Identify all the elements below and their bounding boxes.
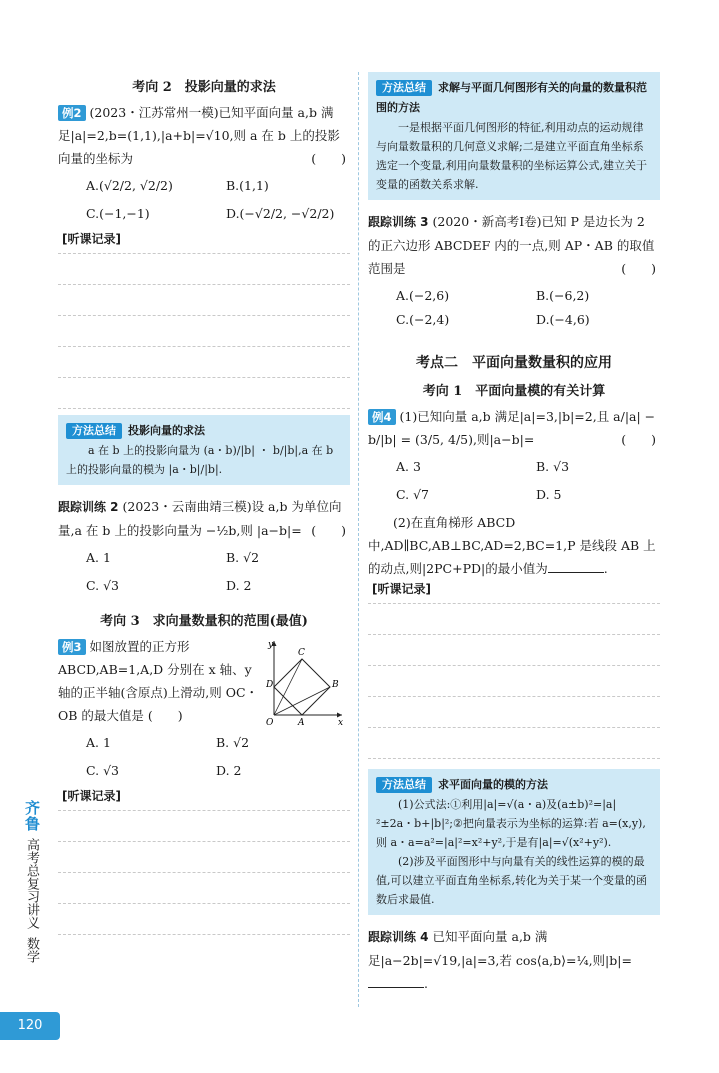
method-summary-box-2: [368, 72, 660, 200]
method-summary-text: 一是根据平面几何图形的特征,利用动点的运动规律与向量数量积的几何意义求解;二是建立平面直角坐标系选定一个变量,利用向量数量积的坐标运算公式,建立关于变量的函数关系求解.: [376, 121, 647, 191]
method-summary-text-2: (2)涉及平面图形中与向量有关的线性运算的模的最值,可以建立平面直角坐标系,转化为关于某一个变量的函数后求最值.: [376, 855, 647, 906]
tracking-label: 跟踪训练 4: [368, 930, 429, 944]
fig-label-a: A: [298, 718, 305, 727]
listen-record-label: [听课记录]: [62, 232, 121, 246]
note-line: [368, 697, 660, 728]
note-line: [58, 873, 350, 904]
note-line: [58, 285, 350, 316]
book-sidebar: [22, 800, 48, 963]
example-2-text: (2023・江苏常州一模)已知平面向量 a,b 满足|a|=2,b=(1,1),|a+b|=√10,则 a 在 b 上的投影向量的坐标为: [58, 105, 340, 166]
tracking-2-options: [86, 548, 350, 596]
left-column: [58, 70, 350, 935]
brand-logo-text: 齐鲁: [23, 800, 41, 832]
note-line: [58, 347, 350, 378]
note-line: [58, 842, 350, 873]
answer-paren: ( ): [147, 708, 183, 723]
method-summary-box-3: [368, 769, 660, 915]
note-lines: [368, 603, 660, 759]
example-4-options: [396, 457, 660, 505]
option-c: C.(−1,−1): [86, 206, 150, 221]
fig-label-d: D: [266, 680, 274, 690]
fig-label-x: x: [338, 718, 344, 727]
option-a: A.(√2/2, √2/2): [86, 178, 173, 193]
answer-blank: [368, 987, 424, 988]
option-d: D. 5: [536, 487, 562, 502]
note-line: [58, 811, 350, 842]
listen-record-label: [听课记录]: [62, 789, 121, 803]
note-lines: [58, 253, 350, 409]
tracking-text: (2020・新高考Ⅰ卷)已知 P 是边长为 2 的正六边形 ABCDEF 内的一点,则 AP・AB 的取值范围是: [368, 214, 655, 276]
example-2-tag: 例2: [58, 105, 86, 121]
tracking-text: 已知平面向量 a,b 满足|a−2b|=√19,|a|=3,若 cos⟨a,b⟩=¼,则|b|=: [368, 929, 632, 968]
answer-blank: [548, 572, 604, 573]
fig-label-c: C: [298, 648, 305, 658]
method-summary-title: 投影向量的求法: [128, 424, 205, 437]
option-b: B.(1,1): [226, 178, 269, 193]
option-a: A. 3: [396, 459, 421, 474]
tracking-text: (2023・云南曲靖三模)设 a,b 为单位向量,a 在 b 上的投影向量为 −½b,则 |a−b|=: [58, 499, 342, 538]
option-b: B. √3: [536, 459, 570, 474]
option-b: B. √2: [226, 550, 260, 565]
note-line: [58, 316, 350, 347]
fig-label-b: B: [332, 680, 339, 690]
example-4-tag: 例4: [368, 409, 396, 425]
note-line: [58, 254, 350, 285]
note-lines: [58, 810, 350, 935]
option-b: B. √2: [216, 735, 250, 750]
tracking-label: 跟踪训练 3: [368, 215, 429, 229]
option-a: A. 1: [86, 550, 111, 565]
example-3-text: 如图放置的正方形 ABCD,AB=1,A,D 分别在 x 轴、y 轴的正半轴(含原点)上滑动,则 OC・OB 的最大值是: [58, 639, 259, 723]
method-summary-tag: 方法总结: [376, 80, 432, 96]
option-d: D.(−4,6): [536, 312, 590, 327]
option-c: C. √7: [396, 487, 429, 502]
tracking-exercise-2: [58, 495, 350, 542]
option-c: C.(−2,4): [396, 312, 450, 327]
answer-paren: ( ): [311, 523, 346, 538]
example-2-options: [86, 176, 350, 224]
option-c: C. √3: [86, 578, 119, 593]
example-4-text-1: (1)已知向量 a,b 满足|a|=3,|b|=2,且 a/|a| − b/|b| = (3/5, 4/5),则|a−b|=: [368, 409, 656, 447]
section-heading-kx3: 考向 3 求向量数量积的范围(最值): [100, 614, 308, 629]
example-4-text-2: (2)在直角梯形 ABCD 中,AD∥BC,AB⊥BC,AD=2,BC=1,P 是线段 AB 上的动点,则|2PC+PD|的最小值为: [368, 515, 656, 576]
fig-label-y: y: [268, 640, 274, 650]
example-4-part-1: [368, 405, 660, 451]
square-diagram: [266, 635, 346, 727]
right-column: [368, 70, 660, 995]
method-summary-title: 求解与平面几何图形有关的向量的数量积范围的方法: [376, 81, 647, 114]
topic-heading-kd2: 考点二 平面向量数量积的应用: [416, 355, 612, 371]
section-heading-kx1: 考向 1 平面向量模的有关计算: [422, 384, 606, 399]
method-summary-text-1: (1)公式法:①利用|a|=√(a・a)及(a±b)²=|a|²±2a・b+|b|²;②把向量表示为坐标的运算:若 a=(x,y),则 a・a=a²=|a|²=x²+y²,于是有|a|=√(x²+y²).: [376, 798, 646, 849]
option-a: A.(−2,6): [396, 288, 450, 303]
fig-label-o: O: [266, 718, 274, 727]
answer-paren: ( ): [621, 432, 656, 447]
method-summary-tag: 方法总结: [66, 423, 122, 439]
example-4-part-2: (2)在直角梯形 ABCD 中,AD∥BC,AB⊥BC,AD=2,BC=1,P 是线段 AB 上的动点,则|2PC+PD|的最小值为 .: [368, 515, 656, 576]
note-line: [368, 666, 660, 697]
note-line: [368, 635, 660, 666]
section-heading-kx2: 考向 2 投影向量的求法: [132, 80, 276, 95]
note-line: [58, 904, 350, 935]
note-line: [368, 728, 660, 759]
note-line: [368, 604, 660, 635]
method-summary-title: 求平面向量的模的方法: [438, 778, 548, 791]
tracking-3-options: [396, 286, 660, 330]
page-number: 120: [0, 1012, 60, 1040]
example-3-options: [86, 733, 350, 781]
method-summary-box-1: [58, 415, 350, 485]
subject-name: 数学: [24, 937, 39, 963]
tracking-label: 跟踪训练 2: [58, 500, 119, 514]
answer-paren: ( ): [621, 261, 656, 276]
option-c: C. √3: [86, 763, 119, 778]
option-d: D.(−√2/2, −√2/2): [226, 206, 335, 221]
listen-record-label: [听课记录]: [372, 582, 431, 596]
tracking-exercise-3: [368, 210, 660, 280]
method-summary-tag: 方法总结: [376, 777, 432, 793]
option-d: D. 2: [216, 763, 242, 778]
note-line: [58, 378, 350, 409]
series-name: 高考总复习讲义: [24, 838, 39, 929]
answer-paren: ( ): [311, 151, 346, 166]
method-summary-text: a 在 b 上的投影向量为 (a・b)/|b| ・ b/|b|,a 在 b 上的投影向量的模为 |a・b|/|b|.: [66, 444, 334, 476]
tracking-exercise-4: 跟踪训练 4 已知平面向量 a,b 满足|a−2b|=√19,|a|=3,若 cos⟨a,b⟩=¼,则|b|=.: [368, 929, 632, 991]
example-2: [58, 101, 350, 170]
option-b: B.(−6,2): [536, 288, 590, 303]
option-d: D. 2: [226, 578, 252, 593]
option-a: A. 1: [86, 735, 111, 750]
example-3-tag: 例3: [58, 639, 86, 655]
